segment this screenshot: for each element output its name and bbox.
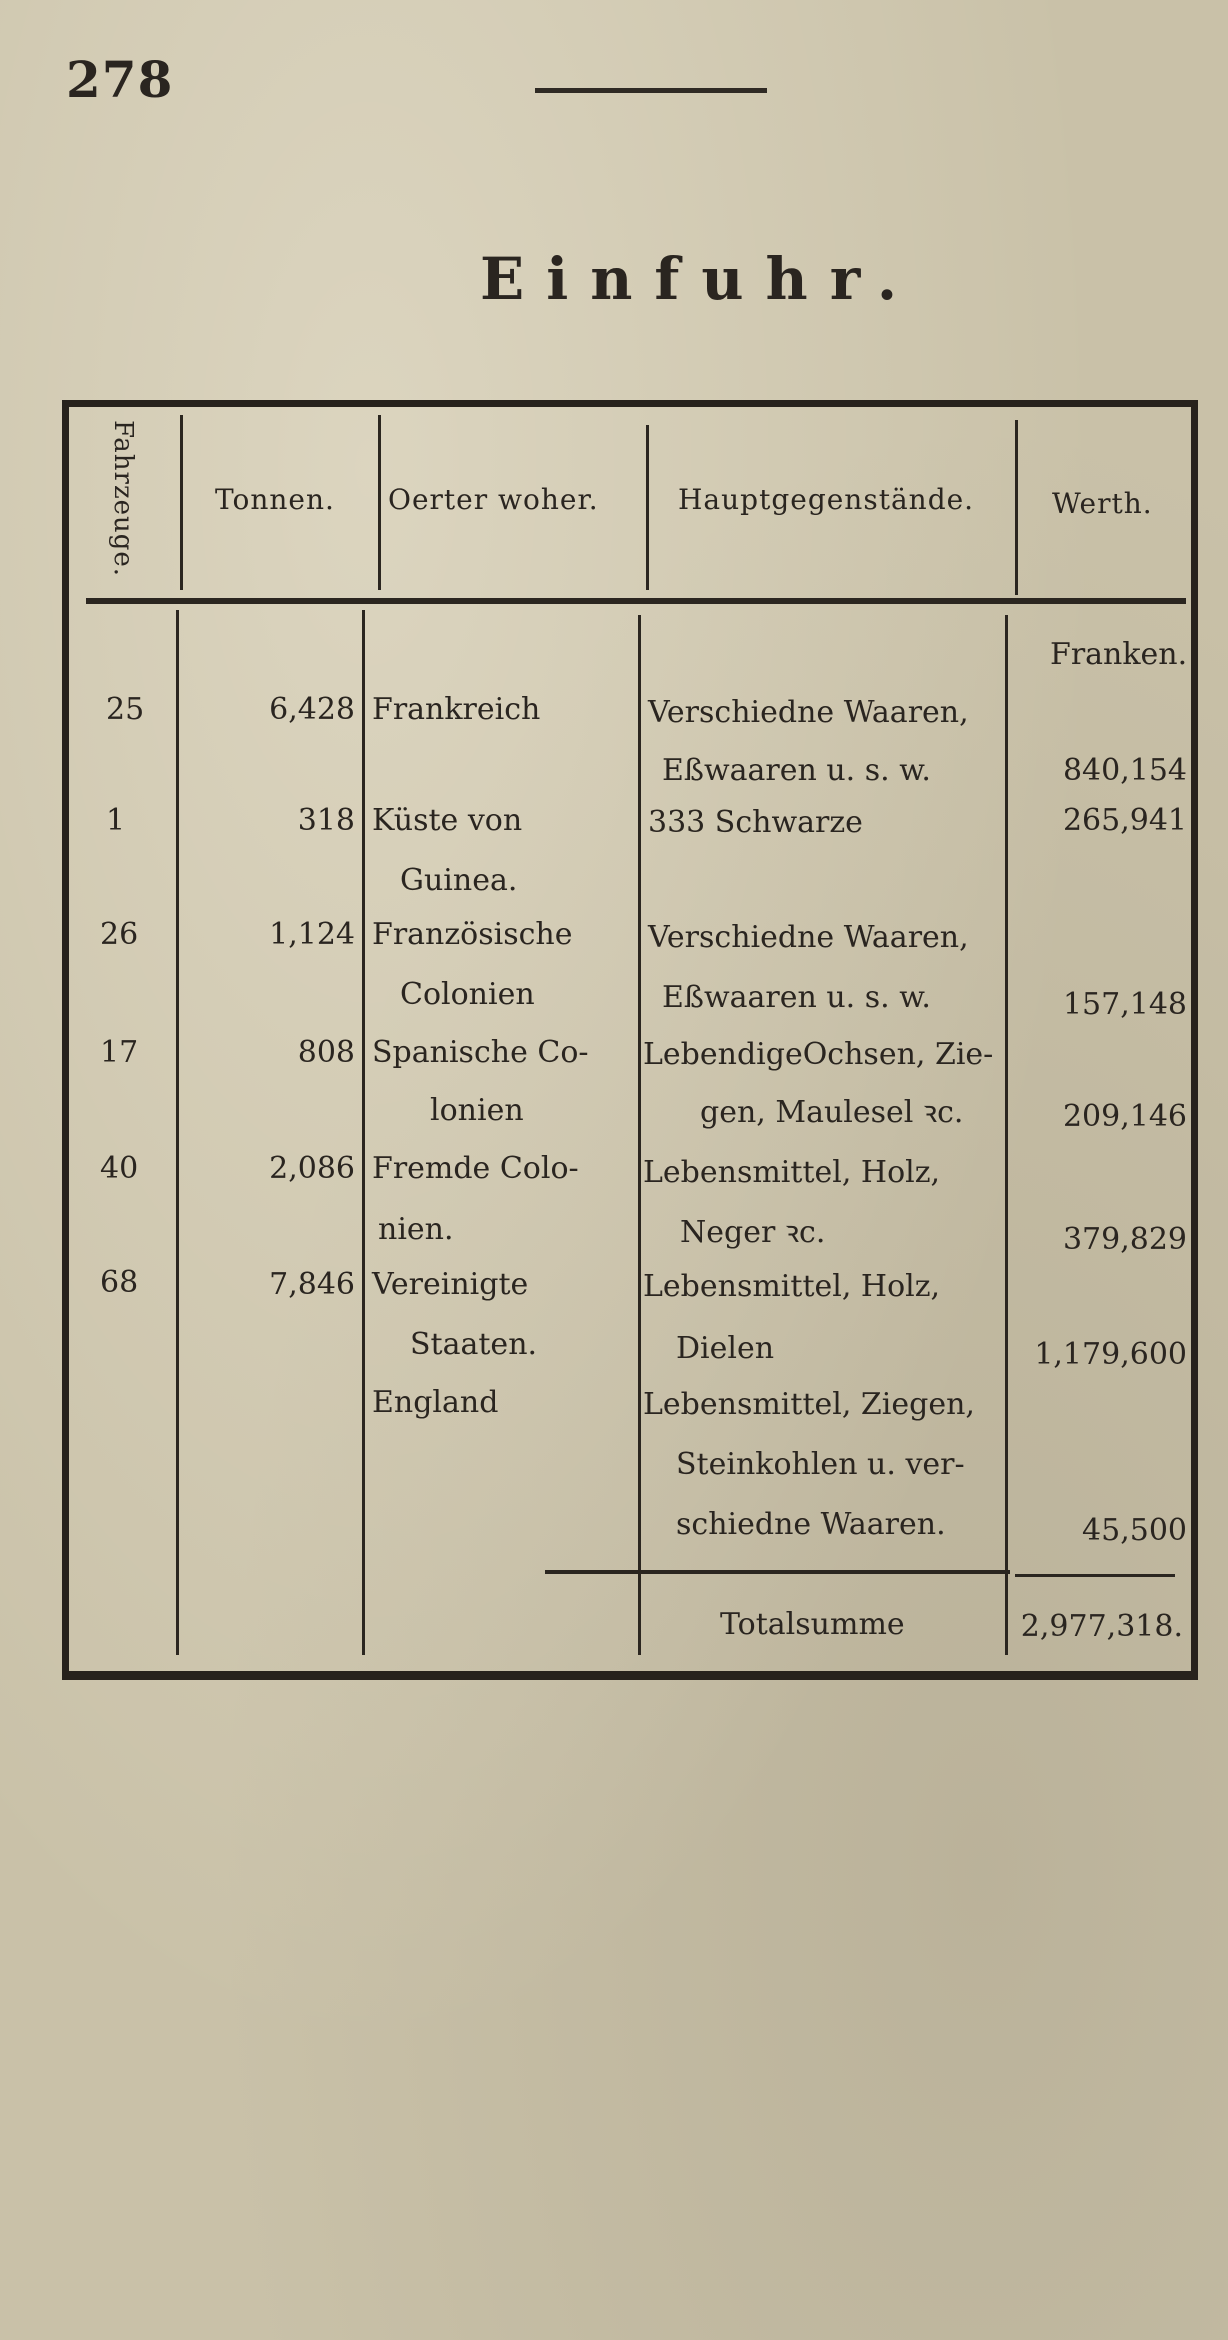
row-value: 45,500 bbox=[1082, 1513, 1187, 1548]
body-divider bbox=[362, 610, 365, 1655]
row-origin: Französische bbox=[372, 917, 573, 952]
header-tons: Tonnen. bbox=[215, 483, 335, 516]
body-divider bbox=[176, 610, 179, 1655]
row-goods: Lebensmittel, Ziegen, bbox=[643, 1387, 975, 1422]
row-goods: Lebensmittel, Holz, bbox=[643, 1269, 941, 1304]
header-origin: Oerter woher. bbox=[388, 483, 599, 516]
row-goods: Verschiedne Waaren, bbox=[648, 920, 969, 955]
row-origin: Staaten. bbox=[410, 1327, 538, 1362]
row-tons: 1,124 bbox=[269, 917, 355, 952]
row-origin: Vereinigte bbox=[372, 1267, 529, 1302]
header-divider bbox=[378, 415, 381, 590]
row-value: 265,941 bbox=[1062, 803, 1187, 838]
page-number: 278 bbox=[66, 50, 174, 109]
row-origin: Küste von bbox=[372, 803, 523, 838]
sum-rule bbox=[1015, 1574, 1175, 1577]
sum-rule bbox=[545, 1570, 1010, 1574]
total-value: 2,977,318. bbox=[1020, 1609, 1183, 1644]
row-ships: 68 bbox=[100, 1265, 139, 1300]
header-divider bbox=[646, 425, 649, 590]
body-divider bbox=[638, 615, 641, 1655]
table-header-rule bbox=[86, 598, 1186, 604]
header-value: Werth. bbox=[1052, 487, 1153, 520]
row-origin: Frankreich bbox=[372, 692, 541, 727]
row-ships: 17 bbox=[100, 1035, 139, 1070]
row-goods: Steinkohlen u. ver- bbox=[676, 1447, 965, 1482]
header-ships: Fahrzeuge. bbox=[108, 420, 138, 578]
row-tons: 2,086 bbox=[269, 1151, 355, 1186]
row-goods: Eßwaaren u. s. w. bbox=[662, 753, 931, 788]
row-origin: England bbox=[372, 1385, 499, 1420]
row-ships: 26 bbox=[100, 917, 139, 952]
total-label: Totalsumme bbox=[720, 1607, 905, 1642]
row-goods: Lebensmittel, Holz, bbox=[643, 1155, 941, 1190]
row-tons: 808 bbox=[297, 1035, 355, 1070]
page-title: Einfuhr. bbox=[480, 245, 920, 313]
row-value: 157,148 bbox=[1062, 987, 1187, 1022]
row-value: 379,829 bbox=[1062, 1222, 1187, 1257]
row-origin: Guinea. bbox=[400, 863, 518, 898]
row-goods: gen, Maulesel ꝛc. bbox=[700, 1095, 964, 1130]
row-tons: 6,428 bbox=[269, 692, 355, 727]
row-goods: schiedne Waaren. bbox=[676, 1507, 946, 1542]
row-value: 840,154 bbox=[1062, 753, 1187, 788]
row-goods: Verschiedne Waaren, bbox=[648, 695, 969, 730]
row-goods: 333 Schwarze bbox=[648, 805, 863, 840]
row-value: 209,146 bbox=[1062, 1099, 1187, 1134]
row-ships: 40 bbox=[100, 1151, 139, 1186]
header-rule bbox=[535, 88, 767, 93]
row-tons: 7,846 bbox=[269, 1267, 355, 1302]
row-ships: 25 bbox=[106, 692, 145, 727]
header-divider bbox=[180, 415, 183, 590]
row-origin: Colonien bbox=[400, 977, 535, 1012]
row-goods: LebendigeOchsen, Zie- bbox=[643, 1037, 994, 1072]
row-origin: nien. bbox=[378, 1212, 454, 1247]
value-unit: Franken. bbox=[1050, 637, 1188, 672]
header-goods: Hauptgegenstände. bbox=[678, 483, 975, 516]
body-divider bbox=[1005, 615, 1008, 1655]
row-tons: 318 bbox=[297, 803, 355, 838]
row-origin: Spanische Co- bbox=[372, 1035, 589, 1070]
row-goods: Eßwaaren u. s. w. bbox=[662, 980, 931, 1015]
row-origin: Fremde Colo- bbox=[372, 1151, 579, 1186]
row-goods: Dielen bbox=[676, 1331, 775, 1366]
row-origin: lonien bbox=[430, 1093, 524, 1128]
row-value: 1,179,600 bbox=[1034, 1337, 1187, 1372]
header-divider bbox=[1015, 420, 1018, 595]
row-ships: 1 bbox=[106, 803, 126, 838]
row-goods: Neger ꝛc. bbox=[680, 1215, 826, 1250]
